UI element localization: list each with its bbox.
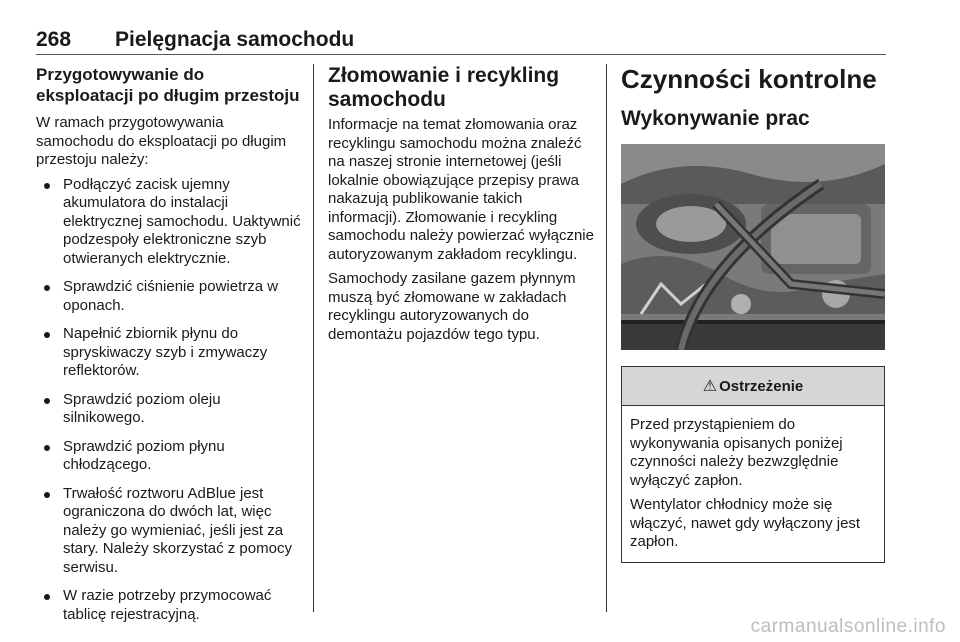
warning-paragraph-2: Wentylator chłodnicy może się włączyć, nawet gdy wyłączony jest zapłon.	[630, 496, 861, 550]
warning-body	[622, 406, 884, 562]
bullet-icon	[44, 285, 50, 291]
bullet-icon	[44, 492, 50, 498]
list-item: Sprawdzić ciśnienie powietrza w oponach.	[36, 278, 302, 315]
column-3	[621, 64, 886, 563]
engine-bay-illustration	[621, 144, 885, 350]
subheading-work: Wykonywanie prac	[621, 107, 810, 130]
intro-paragraph: W ramach przygotowywania samochodu do eksploatacji po długim przestoju należy:	[36, 114, 287, 168]
list-item: Sprawdzić poziom płynu chłodzącego.	[36, 438, 302, 475]
recycling-paragraph-2: Samochody zasilane gazem płynnym muszą być złomowane w zakładach recyklingu autoryzowanych do demontażu pojazdów tego typu.	[328, 270, 576, 343]
warning-title: Ostrzeżenie	[719, 377, 804, 395]
page-header	[36, 28, 886, 55]
bullet-icon	[44, 594, 50, 600]
list-item: Sprawdzić poziom oleju silnikowego.	[36, 391, 302, 428]
watermark: carmanualsonline.info	[750, 616, 946, 637]
column-2	[328, 64, 596, 350]
bullet-icon	[44, 398, 50, 404]
list-item: Podłączyć zacisk ujemny akumulatora do instalacji elektrycznej samochodu. Uaktywnić podzespoły elektroniczne szyb otwieranych elektrycznie.	[36, 176, 302, 269]
bullet-icon	[44, 183, 50, 189]
bullet-list	[36, 176, 302, 625]
column-divider-1	[313, 64, 314, 612]
bullet-icon	[44, 332, 50, 338]
section-heading-checks: Czynności kontrolne	[621, 64, 877, 94]
engine-bay-photo	[621, 144, 885, 350]
list-item: W razie potrzeby przymocować tablicę rejestracyjną.	[36, 587, 302, 624]
warning-paragraph-1: Przed przystąpieniem do wykonywania opisanych poniżej czynności należy bezwzględnie wyłączyć zapłon.	[630, 416, 843, 489]
list-item: Trwałość roztworu AdBlue jest ograniczona do dwóch lat, więc należy go wymieniać, jeśli jest za stary. Należy skorzystać z pomocy serwisu.	[36, 485, 302, 578]
column-divider-2	[606, 64, 607, 612]
section-heading-preparation: Przygotowywanie do eksploatacji po długim przestoju	[36, 65, 300, 105]
page-number: 268	[36, 28, 72, 51]
column-1	[36, 64, 302, 634]
list-item: Napełnić zbiornik płynu do spryskiwaczy szyb i zmywaczy reflektorów.	[36, 325, 302, 381]
section-heading-recycling: Złomowanie i recykling samochodu	[328, 64, 560, 111]
warning-header	[622, 367, 884, 406]
running-title: Pielęgnacja samochodu	[115, 28, 355, 51]
warning-triangle-icon: ⚠	[702, 378, 718, 395]
bullet-icon	[44, 445, 50, 451]
recycling-paragraph-1: Informacje na temat złomowania oraz recyklingu samochodu można znaleźć na naszej stronie internetowej (jeśli lokalnie obowiązujące przepisy prawa nakazują publikowanie takich informacji). Złomowanie i recykling samochodu należy powierzać wyłącznie autoryzowanym zakładom recyklingu.	[328, 116, 594, 263]
warning-box	[621, 366, 885, 563]
